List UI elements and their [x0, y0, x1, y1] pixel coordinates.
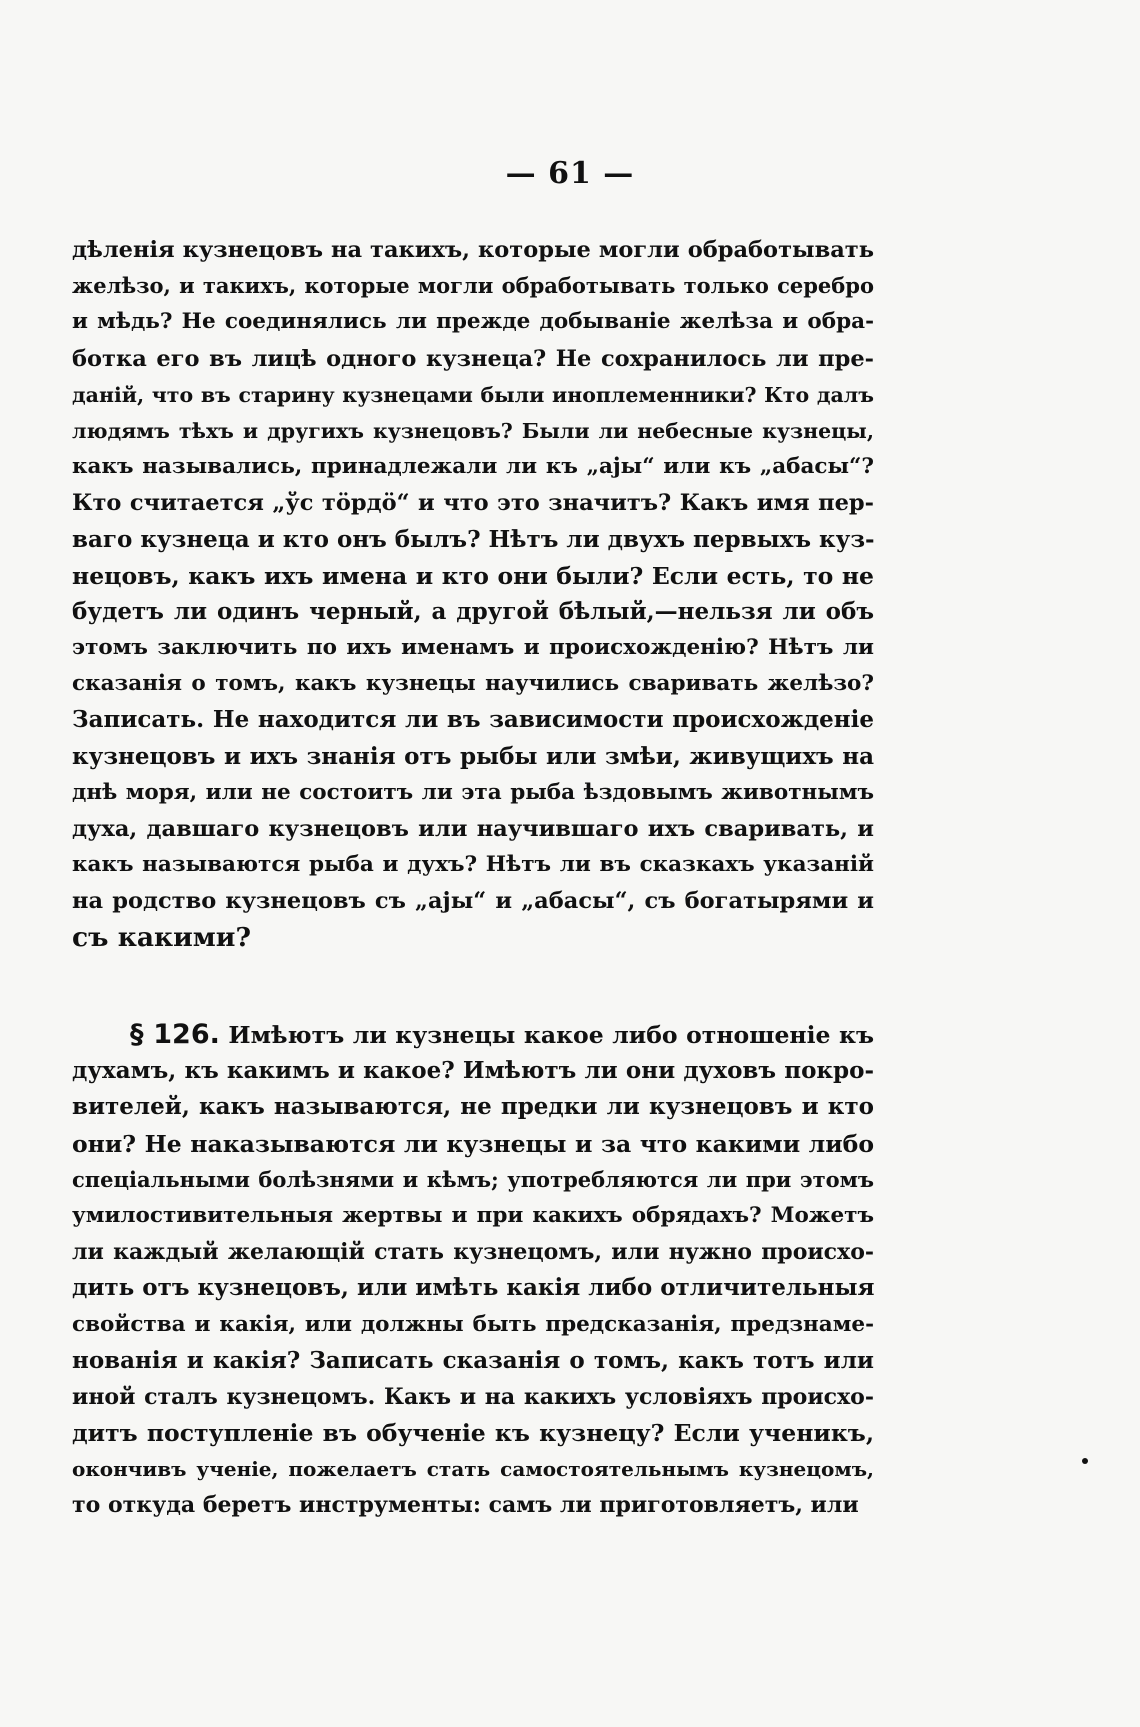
text-line: духа, давшаго кузнецовъ или научившаго ихъ сваривать, и — [72, 816, 874, 842]
text-line: и мѣдь? Не соединялись ли прежде добываніе желѣза и обра- — [72, 309, 874, 335]
text-line: Записать. Не находится ли въ зависимости происхожденіе — [72, 706, 874, 734]
section-first-line-text: Имѣютъ ли кузнецы какое либо отношеніе къ — [228, 1021, 874, 1049]
text-line: будетъ ли одинъ черный, а другой бѣлый,—нельзя ли объ — [72, 597, 874, 625]
text-line: людямъ тѣхъ и другихъ кузнецовъ? Были ли небесные кузнецы, — [72, 418, 874, 443]
text-line: какъ называются рыба и духъ? Нѣтъ ли въ сказкахъ указаній — [72, 852, 874, 878]
text-line: окончивъ ученіе, пожелаетъ стать самостоятельнымъ кузнецомъ, — [72, 1457, 874, 1482]
text-line: ли каждый желающій стать кузнецомъ, или нужно происхо- — [72, 1239, 874, 1266]
text-line: вителей, какъ называются, не предки ли кузнецовъ и кто — [72, 1093, 874, 1121]
text-line: они? Не наказываются ли кузнецы и за что какими либо — [72, 1129, 874, 1158]
text-line: нецовъ, какъ ихъ имена и кто они были? Если есть, то не — [72, 561, 874, 590]
text-line: нованія и какія? Записать сказанія о томъ, какъ тотъ или — [72, 1346, 874, 1374]
section-first-line — [72, 1017, 874, 1053]
text-line: ваго кузнеца и кто онъ былъ? Нѣтъ ли двухъ первыхъ куз- — [72, 525, 875, 553]
text-line: желѣзо, и такихъ, которые могли обработывать только серебро — [72, 273, 874, 299]
text-line: дѣленія кузнецовъ на такихъ, которые могли обработывать — [72, 237, 874, 263]
paragraph-section-126 — [72, 1017, 874, 1524]
paragraph-questions-smiths — [72, 232, 874, 956]
text-line: Кто считается „ўс тöрдö“ и что это значитъ? Какъ имя пер- — [72, 490, 874, 517]
text-line: этомъ заключить по ихъ именамъ и происхожденію? Нѣтъ ли — [72, 635, 874, 661]
text-line: спеціальными болѣзнями и кѣмъ; употребляются ли при этомъ — [72, 1166, 874, 1192]
text-line: дить отъ кузнецовъ, или имѣть какія либо отличительныя — [72, 1274, 875, 1302]
text-line: то откуда беретъ инструменты: самъ ли приготовляетъ, или — [72, 1492, 859, 1519]
speck-mark — [1082, 1458, 1088, 1464]
text-line: на родство кузнецовъ съ „аjы“ и „абасы“, съ богатырями и — [72, 888, 874, 915]
text-line: духамъ, къ какимъ и какое? Имѣютъ ли они духовъ покро- — [72, 1057, 874, 1085]
text-line: умилостивительныя жертвы и при какихъ обрядахъ? Можетъ — [72, 1202, 874, 1228]
text-line: днѣ моря, или не состоитъ ли эта рыба ѣздовымъ животнымъ — [72, 779, 874, 805]
text-line: ботка его въ лицѣ одного кузнеца? Не сохранилось ли пре- — [72, 345, 874, 372]
text-line: съ какими? — [72, 921, 251, 953]
text-line: иной сталъ кузнецомъ. Какъ и на какихъ условіяхъ происхо- — [72, 1383, 874, 1410]
section-label: § 126. — [130, 1019, 220, 1050]
text-line: даній, что въ старину кузнецами были иноплеменники? Кто далъ — [72, 382, 874, 407]
text-line: сказанія о томъ, какъ кузнецы научились сваривать желѣзо? — [72, 671, 874, 697]
text-line: кузнецовъ и ихъ знанія отъ рыбы или змѣи, живущихъ на — [72, 742, 874, 770]
text-line: дитъ поступленіе въ обученіе къ кузнецу? Если ученикъ, — [72, 1419, 874, 1448]
text-line: свойства и какія, или должны быть предсказанія, предзнаме- — [72, 1311, 874, 1337]
text-line: какъ назывались, принадлежали ли къ „аjы“ или къ „абасы“? — [72, 454, 874, 480]
page-number: — 61 — — [505, 156, 635, 191]
